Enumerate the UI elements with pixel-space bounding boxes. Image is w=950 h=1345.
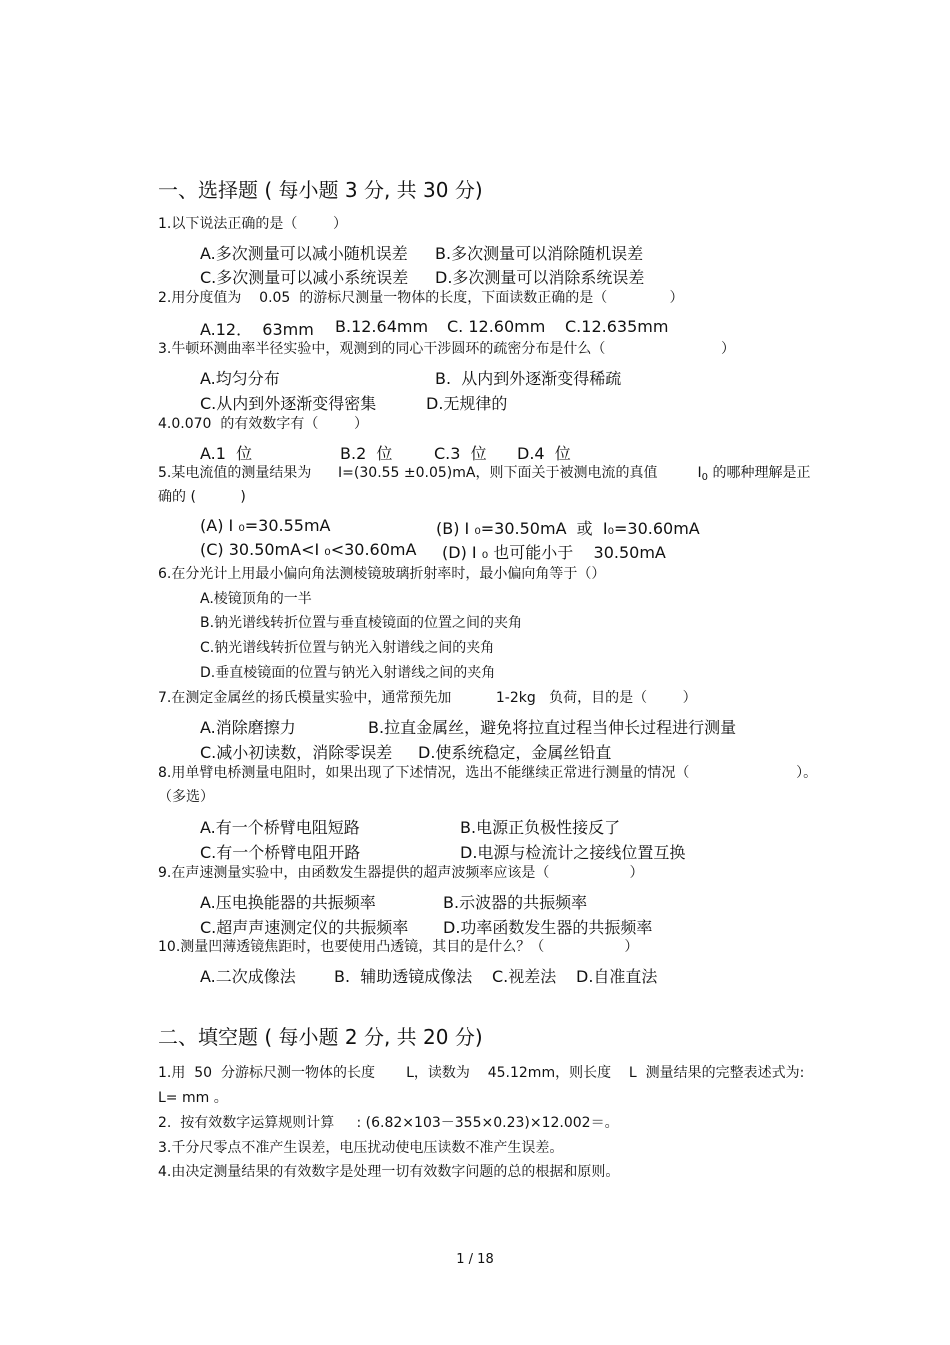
option: D.使系统稳定，金属丝铅直 <box>418 743 612 762</box>
question-6: 6.在分光计上用最小偏向角法测棱镜玻璃折射率时，最小偏向角等于（） <box>158 566 606 582</box>
option: B. 辅助透镜成像法 <box>334 967 473 986</box>
section-1-title: 一、选择题 ( 每小题 3 分, 共 30 分) <box>158 178 483 202</box>
option: B.示波器的共振频率 <box>443 893 588 912</box>
question-8-options-row-2 <box>200 840 900 862</box>
question-1-options-row-1 <box>200 241 900 263</box>
fill-question-1-line-1: 1.用 50 分游标尺测一物体的长度 L，读数为 45.12mm，则长度 L 测量结果的完整表述式为: <box>158 1065 805 1081</box>
option: C.减小初读数，消除零误差 <box>200 743 393 762</box>
option: (C) 30.50mA<I ₀<30.60mA <box>200 540 417 559</box>
option: B.钠光谱线转折位置与垂直棱镜面的位置之间的夹角 <box>200 615 523 631</box>
option: D.电源与检流计之接线位置互换 <box>460 843 686 862</box>
option: A.多次测量可以减小随机误差 <box>200 244 408 263</box>
option: B. 从内到外逐渐变得稀疏 <box>435 369 622 388</box>
option: C. 12.60mm <box>447 317 546 336</box>
question-5-options-row-1 <box>200 516 900 538</box>
option: A.1 位 <box>200 444 253 463</box>
fill-question-3: 3.千分尺零点不准产生误差，电压扰动使电压读数不准产生误差。 <box>158 1140 564 1156</box>
question-10: 10.测量凹薄透镜焦距时，也要使用凸透镜，其目的是什么？（ ） <box>158 939 639 955</box>
option: D.无规律的 <box>426 394 508 413</box>
question-7: 7.在测定金属丝的扬氏模量实验中，通常预先加 1-2kg 负荷，目的是（ ） <box>158 690 697 706</box>
option: A.压电换能器的共振频率 <box>200 893 376 912</box>
option: C.多次测量可以减小系统误差 <box>200 268 409 287</box>
option: B.多次测量可以消除随机误差 <box>435 244 644 263</box>
question-7-options-row-2 <box>200 740 900 762</box>
option: (A) I ₀=30.55mA <box>200 516 331 535</box>
question-5-line-1 <box>158 465 811 486</box>
question-5-options-row-2 <box>200 540 900 562</box>
question-3-options-row-2 <box>200 391 900 413</box>
question-2: 2.用分度值为 0.05 的游标尺测量一物体的长度，下面读数正确的是（ ） <box>158 290 684 306</box>
question-7-options-row-1 <box>200 715 900 737</box>
option: A.有一个桥臂电阻短路 <box>200 818 360 837</box>
question-3: 3.牛顿环测曲率半径实验中，观测到的同心干涉圆环的疏密分布是什么（ ） <box>158 341 736 357</box>
question-1: 1.以下说法正确的是（ ） <box>158 216 347 232</box>
option: (B) I ₀=30.50mA 或 I₀=30.60mA <box>436 519 700 538</box>
option: C.视差法 <box>492 967 557 986</box>
option: A.棱镜顶角的一半 <box>200 591 312 607</box>
option: C.有一个桥臂电阻开路 <box>200 843 361 862</box>
question-5-text-end: 的哪种理解是正 <box>708 465 811 481</box>
option: A.消除磨擦力 <box>200 718 296 737</box>
question-5-text: 5.某电流值的测量结果为 I=(30.55 ±0.05)mA，则下面关于被测电流的真值 I <box>158 465 702 481</box>
question-1-options-row-2 <box>200 265 900 287</box>
option: D.功率函数发生器的共振频率 <box>443 918 653 937</box>
subscript: 0 <box>701 472 709 483</box>
option: C.3 位 <box>434 444 487 463</box>
option: (D) I ₀ 也可能小于 30.50mA <box>442 543 666 562</box>
question-9-options-row-2 <box>200 915 900 937</box>
option: C.12.635mm <box>565 317 669 336</box>
option: A.12． 63mm <box>200 320 314 339</box>
question-8-line-2: （多选） <box>158 789 214 805</box>
question-3-options-row-1 <box>200 366 900 388</box>
option: C.超声声速测定仪的共振频率 <box>200 918 409 937</box>
option: B.拉直金属丝，避免将拉直过程当伸长过程进行测量 <box>368 718 737 737</box>
option: C.从内到外逐渐变得密集 <box>200 394 377 413</box>
section-2-title: 二、填空题 ( 每小题 2 分, 共 20 分) <box>158 1025 483 1049</box>
fill-question-2: 2. 按有效数字运算规则计算 : (6.82×103－355×0.23)×12.002＝。 <box>158 1115 619 1131</box>
option: D.4 位 <box>517 444 571 463</box>
fill-question-1-line-2: L= mm 。 <box>158 1090 228 1106</box>
question-9-options-row-1 <box>200 890 900 912</box>
option: D.垂直棱镜面的位置与钠光入射谱线之间的夹角 <box>200 665 496 681</box>
option: B.12.64mm <box>335 317 429 336</box>
question-4: 4.0.070 的有效数字有（ ） <box>158 416 368 432</box>
option: A.二次成像法 <box>200 967 296 986</box>
option: D.自准直法 <box>576 967 658 986</box>
fill-question-4: 4.由决定测量结果的有效数字是处理一切有效数字问题的总的根据和原则。 <box>158 1164 620 1180</box>
page-number: 1 / 18 <box>456 1252 494 1267</box>
option: A.均匀分布 <box>200 369 280 388</box>
question-9: 9.在声速测量实验中，由函数发生器提供的超声波频率应该是（ ） <box>158 865 644 881</box>
question-8-options-row-1 <box>200 815 900 837</box>
option: C.钠光谱线转折位置与钠光入射谱线之间的夹角 <box>200 640 495 656</box>
option: D.多次测量可以消除系统误差 <box>435 268 645 287</box>
question-8-line-1: 8.用单臂电桥测量电阻时，如果出现了下述情况，选出不能继续正常进行测量的情况（ ）。 <box>158 765 818 781</box>
question-2-options <box>200 317 900 339</box>
question-10-options <box>200 964 900 986</box>
question-4-options <box>200 441 900 463</box>
question-5-line-2: 确的 ( ) <box>158 489 246 505</box>
option: B.电源正负极性接反了 <box>460 818 621 837</box>
option: B.2 位 <box>340 444 393 463</box>
